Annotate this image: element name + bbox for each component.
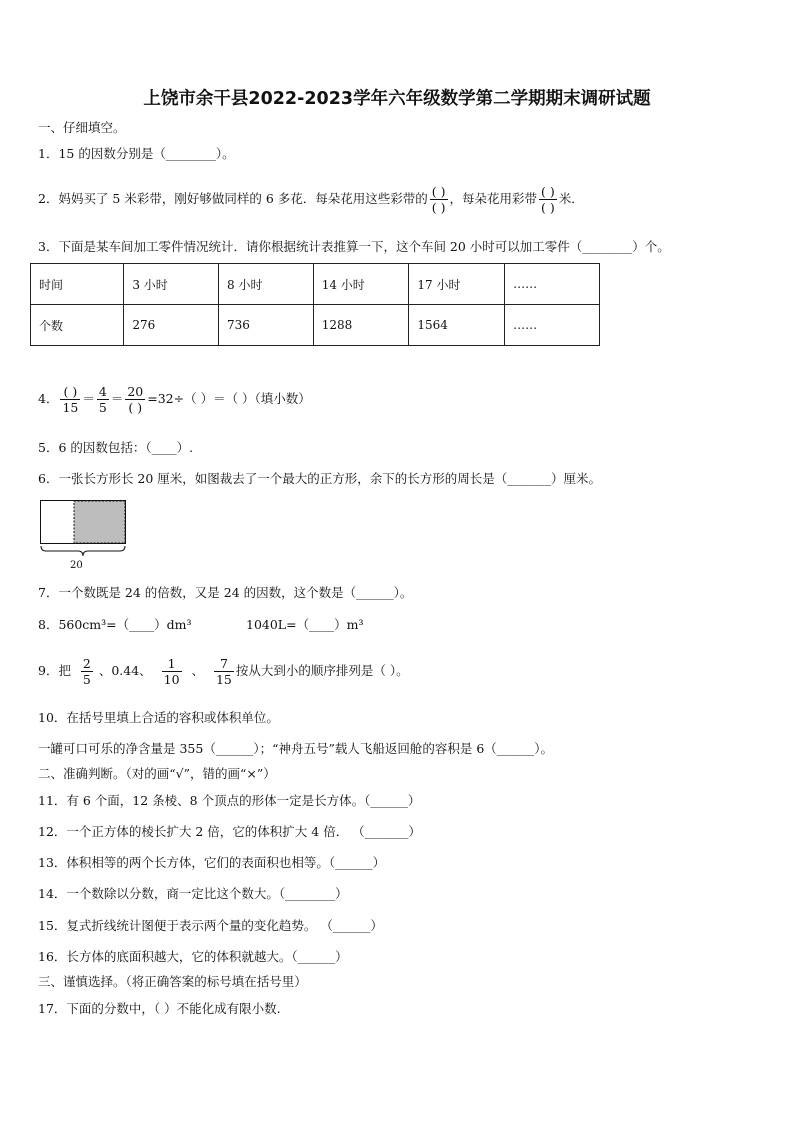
question-4-tail: =32÷（ ）＝（ ）（填小数） — [147, 391, 311, 406]
question-8-part-b: 1040L=（____）m³ — [246, 617, 364, 632]
question-14: 14．一个数除以分数，商一定比这个数大。（________） — [38, 886, 348, 901]
question-2 — [38, 180, 584, 218]
table-cell: 1288 — [313, 305, 409, 346]
stats-table — [30, 263, 600, 346]
table-cell: 8 小时 — [219, 264, 314, 305]
table-cell: 17 小时 — [409, 264, 505, 305]
equals-sign: ＝ — [110, 391, 124, 406]
question-9-fraction-1 — [81, 656, 93, 687]
question-13: 13．体积相等的两个长方体，它们的表面积也相等。（______） — [38, 855, 386, 870]
fraction-numerator: ( ) — [431, 184, 446, 199]
question-7: 7．一个数既是 24 的倍数，又是 24 的因数，这个数是（______）。 — [38, 585, 413, 600]
question-10: 10．在括号里填上合适的容积或体积单位。 — [38, 710, 279, 725]
dimension-brace — [40, 545, 126, 557]
table-cell: …… — [505, 305, 600, 346]
question-17: 17．下面的分数中，（ ）不能化成有限小数. — [38, 1001, 281, 1016]
question-9-label: 9．把 — [38, 663, 71, 678]
question-1: 1．15 的因数分别是（________）。 — [38, 146, 235, 161]
fraction-numerator: 1 — [167, 656, 176, 671]
question-2-fraction-1 — [430, 184, 448, 215]
question-2-text-b: ，每朵花用彩带 — [449, 191, 538, 206]
page-title: 上饶市余干县2022-2023学年六年级数学第二学期期末调研试题 — [143, 89, 651, 109]
cut-square — [74, 501, 125, 543]
figure-length-label: 20 — [70, 560, 83, 571]
question-16: 16．长方体的底面积越大，它的体积就越大。（______） — [38, 949, 348, 964]
question-10-sub: 一罐可口可乐的净含量是 355（______）；“神舟五号”载人飞船返回舱的容积是 6（______）。 — [38, 741, 554, 756]
section-1-heading: 一、仔细填空。 — [38, 120, 126, 135]
question-9-mid: 、0.44、 — [98, 663, 152, 678]
table-row — [31, 305, 600, 346]
rectangle-figure — [40, 500, 126, 544]
question-9-separator: 、 — [191, 663, 205, 678]
fraction-denominator: 15 — [215, 672, 232, 687]
question-9-fraction-2 — [162, 656, 182, 687]
fraction-denominator: ( ) — [125, 399, 145, 415]
fraction-denominator: 10 — [163, 672, 180, 687]
table-cell: 736 — [219, 305, 314, 346]
fraction-numerator: 20 — [127, 384, 144, 399]
table-cell: 14 小时 — [313, 264, 409, 305]
fraction-numerator: 4 — [98, 384, 107, 399]
question-4-fraction-3 — [125, 384, 145, 415]
fraction-denominator: 5 — [98, 400, 107, 415]
fraction-numerator: 7 — [219, 656, 228, 671]
table-cell: 个数 — [31, 305, 124, 346]
question-9-tail: 按从大到小的顺序排列是（ ）。 — [235, 663, 409, 678]
table-cell: 3 小时 — [124, 264, 219, 305]
question-4-fraction-2 — [97, 384, 109, 415]
table-row — [31, 264, 600, 305]
question-15: 15．复式折线统计图便于表示两个量的变化趋势。 （______） — [38, 918, 383, 933]
question-2-fraction-2 — [539, 184, 557, 215]
question-4 — [38, 378, 311, 420]
question-3: 3．下面是某车间加工零件情况统计．请你根据统计表推算一下，这个车间 20 小时可以加工零件（________）个。 — [38, 239, 670, 254]
fraction-numerator: 2 — [82, 656, 91, 671]
table-cell: 1564 — [409, 305, 505, 346]
question-2-text-a: 2．妈妈买了 5 米彩带，刚好够做同样的 6 多花．每朵花用这些彩带的 — [38, 191, 428, 206]
question-4-label: 4． — [38, 391, 59, 406]
question-6: 6．一张长方形长 20 厘米，如图裁去了一个最大的正方形，余下的长方形的周长是（_______）厘米。 — [38, 471, 602, 486]
question-4-fraction-1 — [60, 384, 80, 415]
fraction-numerator: ( ) — [541, 184, 555, 199]
equals-sign: ＝ — [82, 391, 95, 406]
table-cell: …… — [505, 264, 600, 305]
question-5: 5．6 的因数包括：（____）. — [38, 440, 194, 455]
fraction-denominator: 5 — [82, 672, 91, 687]
table-cell: 时间 — [31, 264, 124, 305]
question-9-fraction-3 — [214, 656, 234, 687]
section-3-heading: 三、谨慎选择。（将正确答案的标号填在括号里） — [38, 974, 307, 989]
question-11: 11．有 6 个面，12 条棱、8 个顶点的形体一定是长方体。（______） — [38, 793, 421, 808]
fraction-denominator: 15 — [62, 400, 79, 415]
question-9 — [38, 650, 409, 692]
table-cell: 276 — [124, 305, 219, 346]
fraction-denominator: ( ) — [431, 200, 446, 215]
fraction-denominator: ( ) — [541, 200, 555, 215]
question-8-part-a: 8．560cm³=（____）dm³ — [38, 617, 192, 632]
question-12: 12．一个正方体的棱长扩大 2 倍，它的体积扩大 4 倍． （_______） — [38, 824, 421, 839]
section-2-heading: 二、准确判断。（对的画“√”，错的画“×”） — [38, 766, 276, 781]
fraction-numerator: ( ) — [63, 384, 78, 399]
question-2-text-c: 米． — [558, 191, 584, 206]
